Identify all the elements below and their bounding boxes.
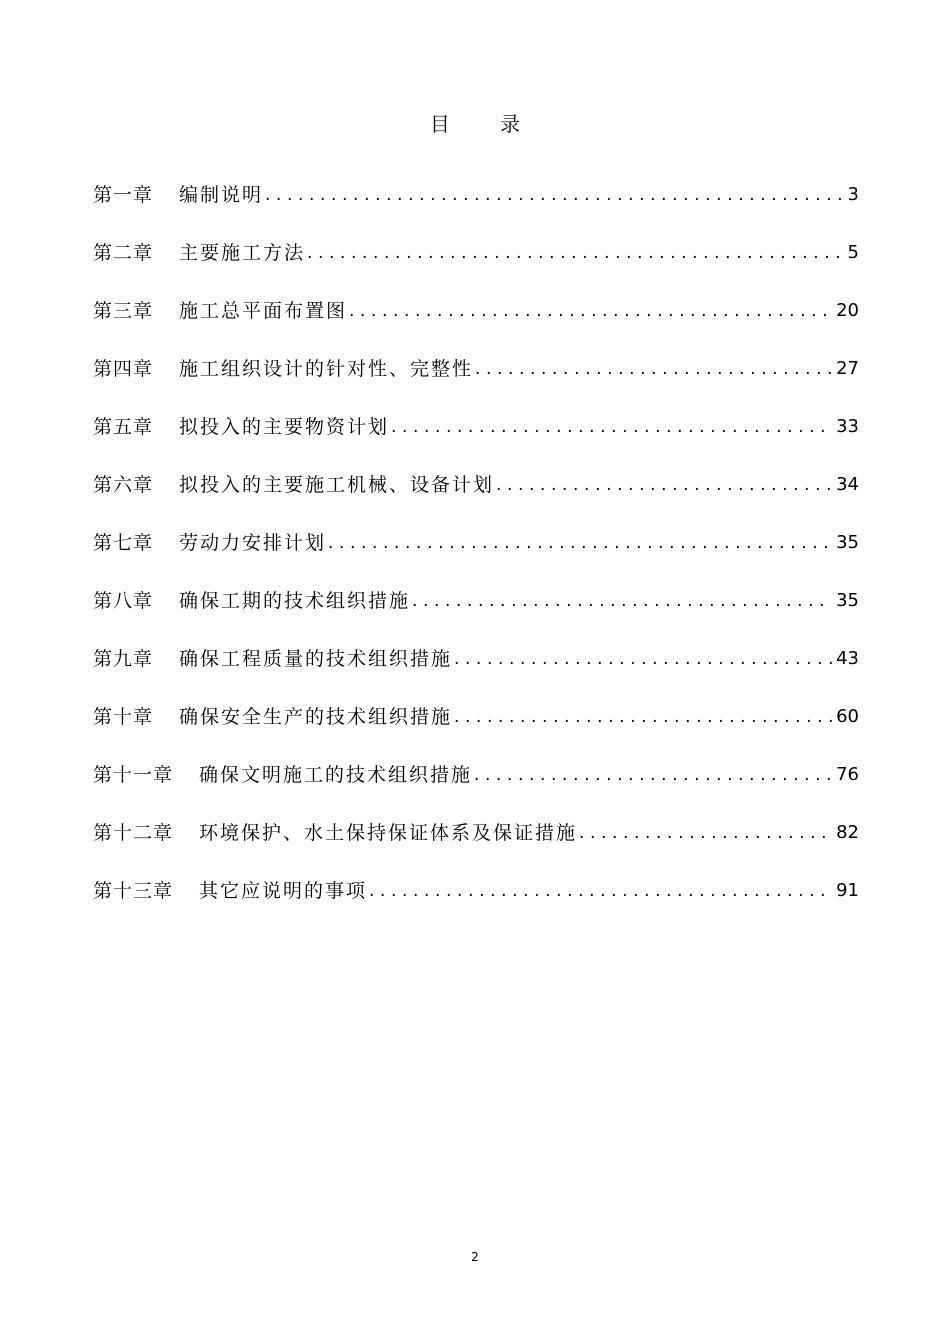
toc-dot-leader bbox=[496, 470, 832, 500]
toc-entry[interactable] bbox=[93, 804, 859, 862]
toc-entry[interactable] bbox=[93, 166, 859, 224]
toc-entry[interactable] bbox=[93, 456, 859, 514]
toc-chapter-label: 第九章 bbox=[93, 648, 154, 670]
toc-entry[interactable] bbox=[93, 862, 859, 920]
toc-entry[interactable] bbox=[93, 224, 859, 282]
toc-chapter-label: 第十二章 bbox=[93, 822, 174, 844]
toc-page-number: 82 bbox=[836, 822, 859, 843]
toc-dot-leader bbox=[579, 818, 832, 848]
toc-list bbox=[93, 166, 859, 920]
toc-entry-title: 拟投入的主要施工机械、设备计划 bbox=[179, 474, 495, 496]
toc-dot-leader bbox=[328, 528, 832, 558]
toc-entry-title: 确保安全生产的技术组织措施 bbox=[179, 706, 453, 728]
toc-title: 目 录 bbox=[429, 112, 543, 136]
toc-dot-leader bbox=[369, 876, 832, 906]
toc-chapter-label: 第十一章 bbox=[93, 764, 174, 786]
toc-entry-title: 劳动力安排计划 bbox=[179, 532, 327, 554]
toc-page-number: 35 bbox=[836, 590, 859, 611]
toc-dot-leader bbox=[454, 702, 832, 732]
footer-page-number: 2 bbox=[471, 1250, 479, 1264]
toc-page-number: 20 bbox=[836, 300, 859, 321]
toc-page-number: 60 bbox=[836, 706, 859, 727]
toc-dot-leader bbox=[349, 296, 832, 326]
toc-entry-title: 拟投入的主要物资计划 bbox=[179, 416, 390, 438]
toc-entry[interactable] bbox=[93, 282, 859, 340]
toc-chapter-label: 第十三章 bbox=[93, 880, 174, 902]
toc-dot-leader bbox=[307, 238, 844, 268]
toc-entry[interactable] bbox=[93, 746, 859, 804]
toc-entry-title: 确保工程质量的技术组织措施 bbox=[179, 648, 453, 670]
toc-chapter-label: 第七章 bbox=[93, 532, 154, 554]
toc-dot-leader bbox=[454, 644, 832, 674]
toc-chapter-label: 第三章 bbox=[93, 300, 154, 322]
toc-entry-title: 施工总平面布置图 bbox=[179, 300, 348, 322]
toc-entry[interactable] bbox=[93, 630, 859, 688]
toc-entry-title: 其它应说明的事项 bbox=[199, 880, 368, 902]
toc-page-number: 5 bbox=[847, 242, 859, 263]
toc-entry[interactable] bbox=[93, 572, 859, 630]
toc-page-number: 3 bbox=[847, 184, 859, 205]
toc-page-number: 76 bbox=[836, 764, 859, 785]
toc-chapter-label: 第十章 bbox=[93, 706, 154, 728]
toc-page-number: 43 bbox=[836, 648, 859, 669]
toc-chapter-label: 第五章 bbox=[93, 416, 154, 438]
toc-page-number: 35 bbox=[836, 532, 859, 553]
toc-page-number: 91 bbox=[836, 880, 859, 901]
toc-chapter-label: 第四章 bbox=[93, 358, 154, 380]
toc-entry-title: 确保工期的技术组织措施 bbox=[179, 590, 411, 612]
toc-dot-leader bbox=[474, 760, 832, 790]
toc-entry-title: 编制说明 bbox=[179, 184, 264, 206]
toc-dot-leader bbox=[475, 354, 832, 384]
toc-entry-title: 确保文明施工的技术组织措施 bbox=[199, 764, 473, 786]
toc-entry-title: 环境保护、水土保持保证体系及保证措施 bbox=[199, 822, 578, 844]
toc-entry[interactable] bbox=[93, 340, 859, 398]
toc-dot-leader bbox=[265, 180, 844, 210]
toc-entry[interactable] bbox=[93, 514, 859, 572]
toc-page-number: 27 bbox=[836, 358, 859, 379]
toc-chapter-label: 第一章 bbox=[93, 184, 154, 206]
toc-dot-leader bbox=[412, 586, 832, 616]
toc-entry[interactable] bbox=[93, 688, 859, 746]
toc-chapter-label: 第六章 bbox=[93, 474, 154, 496]
toc-dot-leader bbox=[391, 412, 832, 442]
toc-chapter-label: 第八章 bbox=[93, 590, 154, 612]
toc-page-number: 34 bbox=[836, 474, 859, 495]
toc-chapter-label: 第二章 bbox=[93, 242, 154, 264]
toc-entry[interactable] bbox=[93, 398, 859, 456]
toc-page-number: 33 bbox=[836, 416, 859, 437]
toc-entry-title: 主要施工方法 bbox=[179, 242, 306, 264]
toc-entry-title: 施工组织设计的针对性、完整性 bbox=[179, 358, 474, 380]
